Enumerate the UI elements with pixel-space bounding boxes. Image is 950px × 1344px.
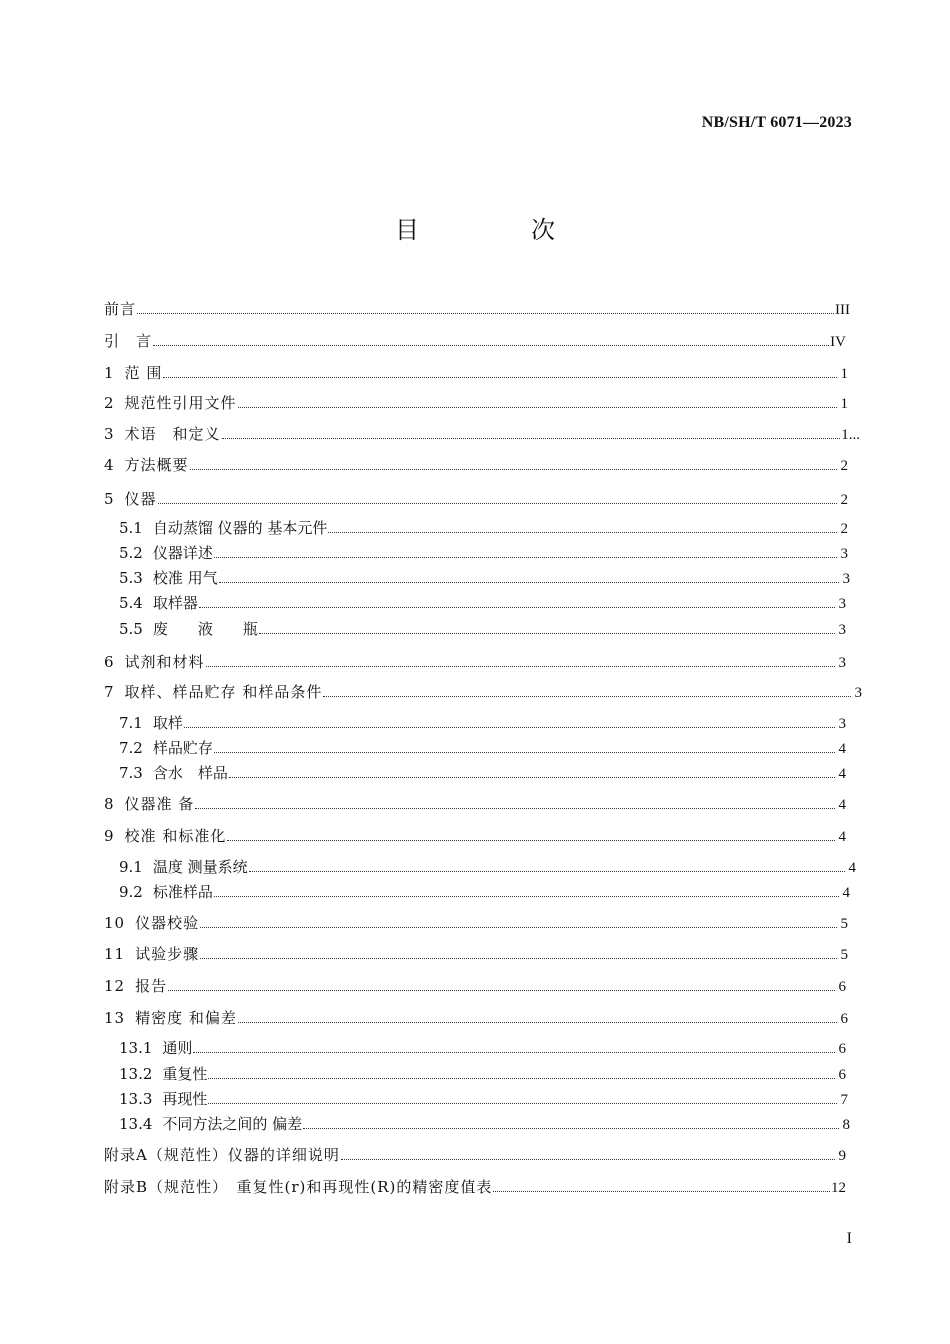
toc-entry-page: 3 bbox=[842, 571, 850, 587]
toc-entry-number: 5.4 bbox=[119, 594, 143, 612]
toc-dot-leader bbox=[193, 1052, 835, 1053]
toc-entry-label: 试验步骤 bbox=[135, 945, 200, 963]
toc-entry-number: 4 bbox=[104, 456, 115, 474]
toc-dot-leader bbox=[229, 777, 835, 778]
toc-entry[interactable] bbox=[119, 1088, 848, 1110]
toc-entry[interactable] bbox=[104, 793, 846, 815]
toc-entry-page: 1 bbox=[840, 396, 848, 412]
toc-entry-label: 再现性 bbox=[162, 1090, 208, 1108]
toc-entry-page: 8 bbox=[842, 1117, 850, 1133]
toc-entry-label: 废 液 瓶 bbox=[152, 620, 258, 638]
toc-entry[interactable] bbox=[104, 362, 848, 384]
toc-entry-number: 7.2 bbox=[119, 739, 143, 757]
toc-entry-page: 4 bbox=[838, 797, 846, 813]
toc-entry-page: 2 bbox=[840, 521, 848, 537]
toc-dot-leader bbox=[137, 313, 834, 314]
toc-dot-leader bbox=[208, 1103, 837, 1104]
toc-entry-page: 4 bbox=[842, 885, 850, 901]
toc-entry[interactable] bbox=[119, 1037, 846, 1059]
toc-entry-number: 7.1 bbox=[119, 714, 143, 732]
toc-dot-leader bbox=[153, 345, 829, 346]
toc-entry[interactable] bbox=[119, 737, 846, 759]
toc-entry[interactable] bbox=[104, 943, 848, 965]
toc-entry-page: 6 bbox=[838, 1041, 846, 1057]
toc-entry-page: III bbox=[835, 302, 850, 318]
toc-dot-leader bbox=[303, 1128, 839, 1129]
toc-entry-label: 标准样品 bbox=[152, 883, 213, 901]
toc-entry-label: 取样器 bbox=[152, 594, 198, 612]
toc-entry-page: 5 bbox=[840, 916, 848, 932]
toc-dot-leader bbox=[259, 633, 835, 634]
toc-entry-number: 5 bbox=[104, 490, 115, 508]
toc-entry[interactable] bbox=[119, 1113, 850, 1135]
toc-entry-page: 1 bbox=[840, 366, 848, 382]
toc-dot-leader bbox=[238, 1022, 837, 1023]
toc-entry[interactable] bbox=[119, 592, 846, 614]
toc-entry-number: 3 bbox=[104, 425, 115, 443]
toc-entry-label: 不同方法之间的 偏差 bbox=[162, 1115, 303, 1133]
toc-entry-number: 13.3 bbox=[119, 1090, 153, 1108]
toc-dot-leader bbox=[206, 666, 835, 667]
toc-dot-leader bbox=[227, 840, 835, 841]
toc-entry-number: 13.4 bbox=[119, 1115, 153, 1133]
page-title: 目 次 bbox=[395, 216, 599, 244]
toc-entry-page: 1... bbox=[841, 427, 860, 443]
toc-entry[interactable] bbox=[104, 1144, 846, 1166]
toc-entry[interactable] bbox=[104, 488, 848, 510]
toc-entry-label: 方法概要 bbox=[124, 456, 189, 474]
toc-entry-label: 仪器 bbox=[124, 490, 157, 508]
toc-dot-leader bbox=[219, 582, 839, 583]
toc-entry-page: 6 bbox=[838, 979, 846, 995]
toc-dot-leader bbox=[163, 377, 837, 378]
toc-entry-number: 5.5 bbox=[119, 620, 143, 638]
toc-dot-leader bbox=[184, 727, 835, 728]
toc-entry-page: IV bbox=[830, 334, 846, 350]
toc-entry-number: 12 bbox=[104, 977, 126, 995]
toc-entry-label: 温度 测量系统 bbox=[152, 858, 248, 876]
toc-entry[interactable] bbox=[104, 330, 846, 352]
toc-entry-page: 3 bbox=[840, 546, 848, 562]
toc-entry-label: 附录A（规范性）仪器的详细说明 bbox=[104, 1146, 340, 1164]
toc-entry-number: 13 bbox=[104, 1009, 126, 1027]
toc-dot-leader bbox=[493, 1191, 830, 1192]
toc-dot-leader bbox=[249, 871, 845, 872]
toc-entry[interactable] bbox=[119, 517, 848, 539]
toc-entry[interactable] bbox=[104, 825, 846, 847]
page-number: I bbox=[846, 1230, 852, 1247]
toc-entry-number: 1 bbox=[104, 364, 115, 382]
toc-entry-page: 5 bbox=[840, 947, 848, 963]
toc-entry-number: 6 bbox=[104, 653, 115, 671]
toc-entry[interactable] bbox=[104, 912, 848, 934]
toc-entry[interactable] bbox=[104, 454, 848, 476]
toc-entry-page: 6 bbox=[838, 1067, 846, 1083]
toc-dot-leader bbox=[341, 1159, 835, 1160]
toc-entry-number: 2 bbox=[104, 394, 115, 412]
toc-entry-number: 13.2 bbox=[119, 1065, 153, 1083]
toc-entry-number: 11 bbox=[104, 945, 126, 963]
toc-entry-page: 4 bbox=[838, 829, 846, 845]
toc-entry-label: 通则 bbox=[162, 1039, 193, 1057]
toc-entry[interactable] bbox=[104, 1007, 848, 1029]
toc-entry[interactable] bbox=[104, 298, 850, 320]
toc-entry[interactable] bbox=[119, 881, 850, 903]
toc-entry-label: 仪器校验 bbox=[135, 914, 200, 932]
toc-entry-label: 重复性 bbox=[162, 1065, 208, 1083]
toc-entry-page: 3 bbox=[838, 655, 846, 671]
toc-entry[interactable] bbox=[104, 651, 846, 673]
toc-entry[interactable] bbox=[104, 392, 848, 414]
toc-entry-label: 仪器详述 bbox=[152, 544, 213, 562]
toc-entry-label: 术语 和定义 bbox=[124, 425, 221, 443]
toc-entry-label: 报告 bbox=[135, 977, 168, 995]
toc-entry-label: 试剂和材料 bbox=[124, 653, 205, 671]
toc-entry-number: 5.2 bbox=[119, 544, 143, 562]
toc-entry[interactable] bbox=[119, 762, 846, 784]
toc-dot-leader bbox=[214, 557, 837, 558]
toc-entry-page: 6 bbox=[840, 1011, 848, 1027]
toc-dot-leader bbox=[238, 407, 837, 408]
toc-entry-number: 9.1 bbox=[119, 858, 143, 876]
document-number: NB/SH/T 6071—2023 bbox=[701, 114, 852, 131]
toc-entry-label: 精密度 和偏差 bbox=[135, 1009, 237, 1027]
toc-entry[interactable] bbox=[104, 1176, 846, 1198]
toc-entry-number: 5.1 bbox=[119, 519, 143, 537]
toc-entry-number: 9.2 bbox=[119, 883, 143, 901]
toc-dot-leader bbox=[328, 532, 837, 533]
toc-entry[interactable] bbox=[119, 567, 850, 589]
toc-entry[interactable] bbox=[119, 542, 848, 564]
toc-entry-page: 4 bbox=[848, 860, 856, 876]
toc-entry-label: 取样、样品贮存 和样品条件 bbox=[124, 683, 323, 701]
toc-entry-page: 4 bbox=[838, 741, 846, 757]
toc-dot-leader bbox=[214, 896, 839, 897]
toc-dot-leader bbox=[200, 927, 837, 928]
toc-entry-number: 9 bbox=[104, 827, 115, 845]
toc-dot-leader bbox=[323, 696, 851, 697]
toc-entry-page: 3 bbox=[838, 596, 846, 612]
toc-entry-label: 自动蒸馏 仪器的 基本元件 bbox=[152, 519, 328, 537]
toc-entry-number: 8 bbox=[104, 795, 115, 813]
toc-dot-leader bbox=[190, 469, 837, 470]
toc-dot-leader bbox=[200, 958, 837, 959]
toc-entry-page: 9 bbox=[838, 1148, 846, 1164]
toc-entry-label: 前言 bbox=[104, 300, 137, 318]
toc-dot-leader bbox=[214, 752, 835, 753]
toc-entry-page: 4 bbox=[838, 766, 846, 782]
toc-entry-label: 校准 用气 bbox=[152, 569, 218, 587]
toc-entry-label: 范 围 bbox=[124, 364, 163, 382]
toc-entry-page: 7 bbox=[840, 1092, 848, 1108]
toc-entry[interactable] bbox=[119, 856, 856, 878]
toc-dot-leader bbox=[195, 808, 835, 809]
toc-entry-number: 13.1 bbox=[119, 1039, 153, 1057]
toc-entry-label: 附录B（规范性） 重复性(r)和再现性(R)的精密度值表 bbox=[104, 1178, 493, 1196]
toc-entry-label: 引 言 bbox=[104, 332, 153, 350]
toc-entry-label: 含水 样品 bbox=[152, 764, 228, 782]
toc-entry-page: 2 bbox=[840, 458, 848, 474]
toc-dot-leader bbox=[222, 438, 841, 439]
toc-entry[interactable] bbox=[104, 423, 860, 445]
toc-entry-page: 3 bbox=[838, 622, 846, 638]
toc-entry-page: 12 bbox=[831, 1180, 846, 1196]
toc-entry[interactable] bbox=[104, 975, 846, 997]
toc-entry-label: 校准 和标准化 bbox=[124, 827, 227, 845]
toc-dot-leader bbox=[168, 990, 835, 991]
toc-entry-number: 10 bbox=[104, 914, 126, 932]
toc-dot-leader bbox=[199, 607, 835, 608]
toc-entry-page: 2 bbox=[840, 492, 848, 508]
toc-dot-leader bbox=[208, 1078, 835, 1079]
toc-entry-label: 规范性引用文件 bbox=[124, 394, 237, 412]
toc-entry[interactable] bbox=[119, 1063, 846, 1085]
toc-entry-number: 7.3 bbox=[119, 764, 143, 782]
toc-entry-number: 7 bbox=[104, 683, 115, 701]
toc-entry[interactable] bbox=[119, 712, 846, 734]
toc-entry[interactable] bbox=[104, 681, 862, 703]
toc-entry-label: 样品贮存 bbox=[152, 739, 213, 757]
toc-entry-label: 取样 bbox=[152, 714, 183, 732]
toc-dot-leader bbox=[158, 503, 837, 504]
toc-entry-label: 仪器准 备 bbox=[124, 795, 195, 813]
toc-entry-number: 5.3 bbox=[119, 569, 143, 587]
toc-entry-page: 3 bbox=[838, 716, 846, 732]
toc-entry[interactable] bbox=[119, 618, 846, 640]
toc-entry-page: 3 bbox=[854, 685, 862, 701]
